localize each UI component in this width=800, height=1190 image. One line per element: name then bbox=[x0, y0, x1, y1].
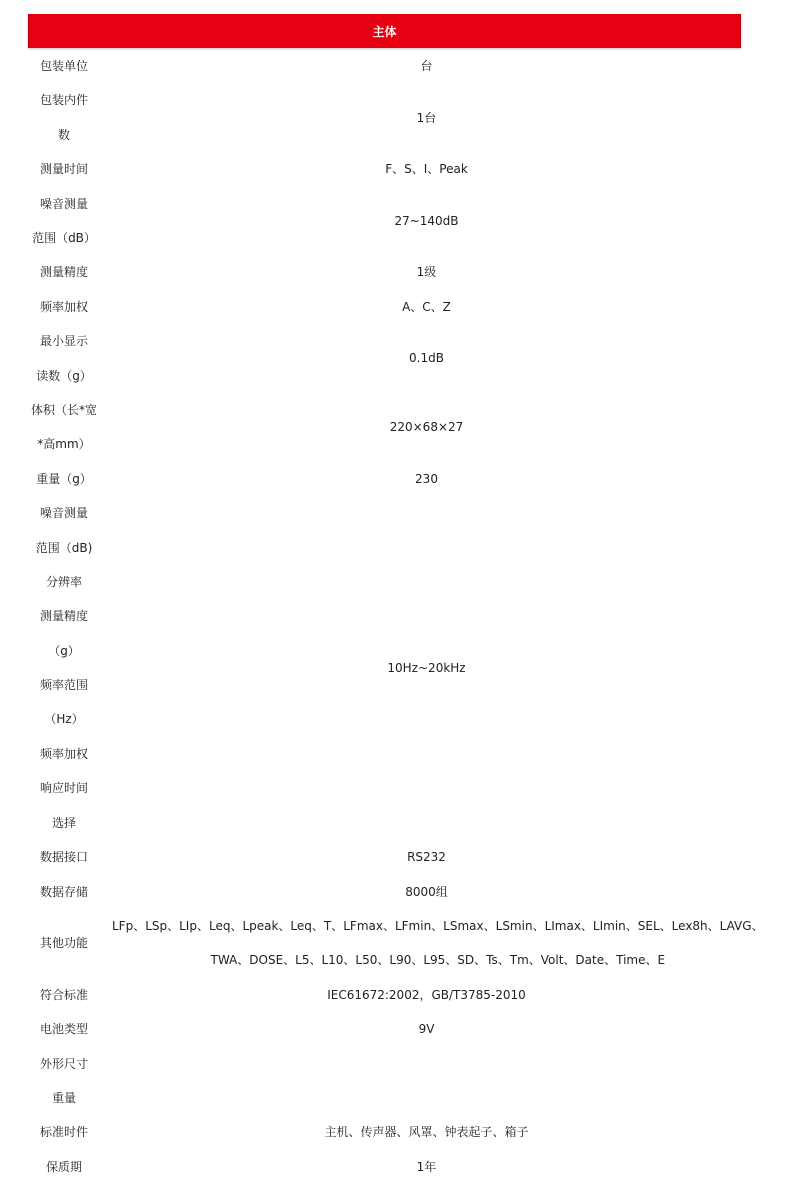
spec-value bbox=[100, 290, 741, 324]
spec-label-line: 范围（dB） bbox=[32, 230, 96, 245]
spec-label-line: 响应时间 bbox=[39, 781, 88, 796]
spec-label-line: 读数（g） bbox=[36, 368, 92, 383]
spec-value bbox=[100, 909, 764, 978]
spec-row bbox=[28, 1012, 741, 1046]
spec-value-line: 8000组 bbox=[405, 884, 448, 899]
spec-value-line: TWA、DOSE、L5、L10、L50、L90、L95、SD、Ts、Tm、Volt、Date、Time、E bbox=[210, 953, 666, 968]
spec-label-line: 范围（dB) bbox=[35, 540, 93, 555]
spec-value-line: 1年 bbox=[416, 1159, 437, 1174]
spec-row bbox=[28, 255, 741, 289]
spec-label-line: 选择 bbox=[51, 815, 76, 830]
spec-label-line: 包装内件 bbox=[39, 93, 88, 108]
spec-row bbox=[28, 1081, 741, 1115]
spec-label bbox=[28, 875, 100, 909]
spec-value bbox=[100, 187, 741, 256]
spec-value-line: F、S、I、Peak bbox=[385, 162, 468, 177]
spec-label bbox=[28, 1047, 100, 1081]
spec-label bbox=[28, 290, 100, 324]
spec-label-line: 重量 bbox=[51, 1090, 76, 1105]
spec-row bbox=[28, 1115, 741, 1149]
spec-label-line: 包装单位 bbox=[39, 59, 88, 73]
spec-value bbox=[100, 840, 741, 874]
spec-label bbox=[28, 49, 100, 83]
spec-label-line: 标准时件 bbox=[39, 1125, 88, 1140]
spec-value-line: 0.1dB bbox=[409, 351, 444, 366]
spec-label bbox=[28, 1012, 100, 1046]
spec-value-line: 1级 bbox=[416, 265, 437, 280]
spec-row bbox=[28, 978, 741, 1012]
spec-row bbox=[28, 324, 741, 393]
spec-label bbox=[28, 1115, 100, 1149]
spec-label-line: *高mm） bbox=[37, 437, 91, 452]
spec-value-line: 9V bbox=[418, 1022, 435, 1037]
spec-row bbox=[28, 152, 741, 186]
spec-value-line: 230 bbox=[415, 471, 438, 486]
spec-value bbox=[100, 324, 741, 393]
spec-row bbox=[28, 496, 741, 840]
spec-label bbox=[28, 324, 100, 393]
spec-value bbox=[100, 1081, 741, 1115]
spec-label-line: 噪音测量 bbox=[39, 506, 88, 521]
spec-label-line: 电池类型 bbox=[39, 1022, 88, 1037]
spec-row bbox=[28, 49, 741, 83]
spec-row bbox=[28, 393, 741, 462]
spec-value bbox=[100, 49, 741, 83]
spec-label-line: 测量精度 bbox=[39, 265, 88, 280]
spec-label-line: 符合标准 bbox=[39, 987, 88, 1002]
spec-value-line: 台 bbox=[420, 59, 433, 73]
spec-label-line: 频率加权 bbox=[39, 299, 88, 314]
spec-row bbox=[28, 1150, 741, 1184]
spec-label-line: 测量时间 bbox=[39, 162, 88, 177]
spec-label bbox=[28, 496, 100, 840]
spec-value-line: 220×68×27 bbox=[389, 420, 464, 435]
table-header-title: 主体 bbox=[372, 24, 397, 39]
spec-label-line: 体积（长*宽 bbox=[30, 402, 97, 417]
spec-label-line: 测量精度 bbox=[39, 609, 88, 624]
spec-label-line: 重量（g） bbox=[36, 471, 92, 486]
spec-label-line: 频率范围 bbox=[39, 678, 88, 693]
spec-value bbox=[100, 255, 741, 289]
spec-label-line: （g） bbox=[48, 643, 80, 658]
spec-label bbox=[28, 978, 100, 1012]
spec-label bbox=[28, 1081, 100, 1115]
spec-row bbox=[28, 462, 741, 496]
spec-value bbox=[100, 1115, 741, 1149]
spec-value-line: 主机、传声器、风罩、钟表起子、箱子 bbox=[324, 1125, 529, 1140]
spec-label bbox=[28, 393, 100, 462]
spec-value bbox=[100, 393, 741, 462]
spec-label bbox=[28, 83, 100, 152]
spec-row bbox=[28, 83, 741, 152]
spec-label-line: 保质期 bbox=[45, 1159, 82, 1174]
spec-label bbox=[28, 1150, 100, 1184]
spec-value-line: IEC61672:2002，GB/T3785-2010 bbox=[327, 987, 526, 1002]
spec-rows bbox=[28, 49, 764, 1184]
spec-value bbox=[100, 1047, 741, 1081]
spec-value bbox=[100, 1150, 741, 1184]
spec-value-line: RS232 bbox=[407, 850, 446, 865]
spec-value bbox=[100, 978, 741, 1012]
spec-label bbox=[28, 187, 100, 256]
spec-value-line: 27~140dB bbox=[394, 213, 459, 228]
spec-row bbox=[28, 187, 741, 256]
spec-row bbox=[28, 290, 741, 324]
spec-label-line: 最小显示 bbox=[39, 334, 88, 349]
spec-value bbox=[100, 83, 741, 152]
spec-label bbox=[28, 255, 100, 289]
spec-value bbox=[100, 152, 741, 186]
table-header-bar bbox=[28, 14, 741, 48]
spec-value-line: LFp、LSp、LIp、Leq、Lpeak、Leq、T、LFmax、LFmin、LSmax、LSmin、LImax、LImin、SEL、Lex8h、LAVG、 bbox=[112, 918, 764, 933]
spec-value bbox=[100, 1012, 741, 1046]
spec-label bbox=[28, 909, 100, 978]
spec-label-line: 数据接口 bbox=[39, 850, 88, 865]
spec-value-line: A、C、Z bbox=[402, 299, 451, 314]
spec-row bbox=[28, 875, 741, 909]
spec-value bbox=[100, 462, 741, 496]
spec-value-line: 1台 bbox=[416, 110, 437, 125]
spec-row bbox=[28, 909, 764, 978]
spec-label-line: 频率加权 bbox=[39, 746, 88, 761]
spec-label-line: 其他功能 bbox=[39, 936, 88, 951]
spec-label-line: 外形尺寸 bbox=[39, 1056, 88, 1071]
spec-label-line: 数据存储 bbox=[39, 884, 88, 899]
spec-value bbox=[100, 875, 741, 909]
spec-value-line: 10Hz~20kHz bbox=[387, 660, 466, 675]
spec-label bbox=[28, 152, 100, 186]
spec-label-line: 数 bbox=[57, 127, 70, 142]
spec-row bbox=[28, 840, 741, 874]
spec-label-line: 分辨率 bbox=[45, 574, 82, 589]
spec-label-line: （Hz） bbox=[44, 712, 84, 727]
spec-value bbox=[100, 496, 741, 840]
spec-label bbox=[28, 840, 100, 874]
spec-row bbox=[28, 1047, 741, 1081]
spec-label-line: 噪音测量 bbox=[39, 196, 88, 211]
spec-label bbox=[28, 462, 100, 496]
spec-table bbox=[28, 14, 764, 1184]
